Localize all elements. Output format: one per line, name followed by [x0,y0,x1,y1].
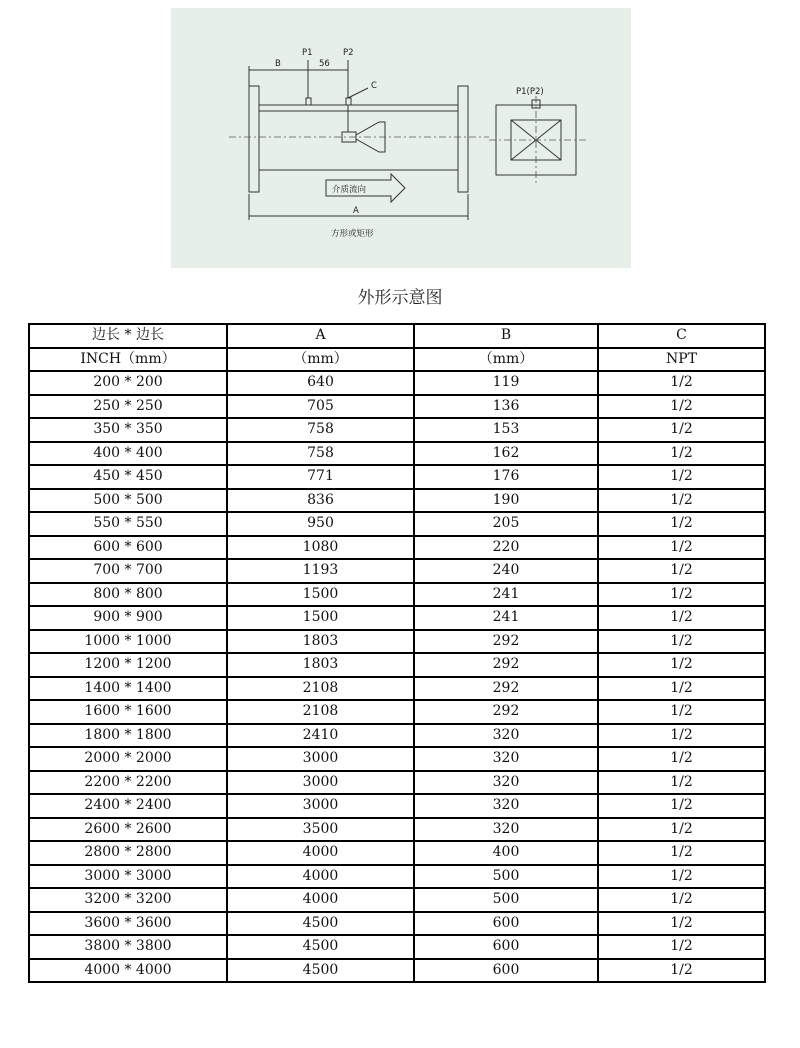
table-row [29,794,765,818]
cell-c: 1/2 [598,724,765,748]
table-row [29,747,765,771]
header-size: 边长 * 边长 [29,324,227,348]
cell-b: 153 [414,418,598,442]
table-row [29,677,765,701]
cell-a: 2108 [227,677,414,701]
cell-size: 2200 * 2200 [29,771,227,795]
diagram-background [171,8,631,268]
cell-b: 600 [414,959,598,983]
label-b: B [275,59,281,69]
cell-a: 1080 [227,536,414,560]
header-row-2 [29,348,765,372]
cell-c: 1/2 [598,395,765,419]
label-a: A [353,206,359,216]
cell-c: 1/2 [598,559,765,583]
cell-b: 190 [414,489,598,513]
cell-a: 3000 [227,771,414,795]
cell-b: 292 [414,700,598,724]
cell-c: 1/2 [598,512,765,536]
cell-c: 1/2 [598,442,765,466]
cell-b: 500 [414,888,598,912]
cell-b: 241 [414,606,598,630]
cell-size: 600 * 600 [29,536,227,560]
cell-a: 950 [227,512,414,536]
cell-b: 400 [414,841,598,865]
cell-size: 4000 * 4000 [29,959,227,983]
cell-b: 205 [414,512,598,536]
table-row [29,959,765,983]
cell-b: 292 [414,630,598,654]
cell-size: 700 * 700 [29,559,227,583]
cell-c: 1/2 [598,747,765,771]
cell-a: 3000 [227,794,414,818]
cell-c: 1/2 [598,653,765,677]
cell-size: 250 * 250 [29,395,227,419]
spec-table [28,323,766,983]
cell-b: 176 [414,465,598,489]
cell-a: 640 [227,371,414,395]
cell-size: 1400 * 1400 [29,677,227,701]
cell-b: 240 [414,559,598,583]
outline-diagram [171,8,631,268]
cell-c: 1/2 [598,888,765,912]
cell-a: 4500 [227,959,414,983]
table-row [29,442,765,466]
label-flow-direction: 介质流向 [332,185,367,195]
cell-c: 1/2 [598,841,765,865]
cell-c: 1/2 [598,771,765,795]
table-row [29,489,765,513]
cell-c: 1/2 [598,536,765,560]
label-p1: P1 [302,48,313,58]
cell-b: 320 [414,771,598,795]
cell-c: 1/2 [598,489,765,513]
cell-c: 1/2 [598,606,765,630]
cell-a: 4500 [227,935,414,959]
table-row [29,418,765,442]
cell-a: 3500 [227,818,414,842]
label-dim-56: 56 [319,59,330,69]
cell-a: 4000 [227,888,414,912]
cell-b: 600 [414,935,598,959]
cell-b: 220 [414,536,598,560]
cell-a: 1500 [227,606,414,630]
cell-size: 350 * 350 [29,418,227,442]
cell-a: 1803 [227,630,414,654]
cell-c: 1/2 [598,794,765,818]
cell-c: 1/2 [598,818,765,842]
cell-c: 1/2 [598,677,765,701]
cell-a: 758 [227,442,414,466]
cell-size: 2400 * 2400 [29,794,227,818]
label-shape-note: 方形或矩形 [331,229,374,239]
header-row-1 [29,324,765,348]
header-size-unit: INCH（mm） [29,348,227,372]
header-c-unit: NPT [598,348,765,372]
cell-b: 600 [414,912,598,936]
header-b: B [414,324,598,348]
cell-size: 1200 * 1200 [29,653,227,677]
cell-size: 3200 * 3200 [29,888,227,912]
cell-size: 1000 * 1000 [29,630,227,654]
table-row [29,818,765,842]
cell-size: 500 * 500 [29,489,227,513]
cell-a: 1803 [227,653,414,677]
cell-a: 705 [227,395,414,419]
cell-c: 1/2 [598,700,765,724]
cell-c: 1/2 [598,630,765,654]
cell-b: 162 [414,442,598,466]
table-row [29,583,765,607]
table-row [29,724,765,748]
cell-c: 1/2 [598,935,765,959]
cell-a: 771 [227,465,414,489]
header-b-unit: （mm） [414,348,598,372]
cell-b: 320 [414,747,598,771]
table-row [29,888,765,912]
header-a-unit: （mm） [227,348,414,372]
cell-b: 241 [414,583,598,607]
spec-table-body [29,371,765,982]
table-row [29,465,765,489]
cell-b: 136 [414,395,598,419]
cell-a: 4000 [227,865,414,889]
cell-size: 2000 * 2000 [29,747,227,771]
table-row [29,606,765,630]
table-row [29,536,765,560]
cell-a: 4000 [227,841,414,865]
table-row [29,512,765,536]
table-row [29,371,765,395]
table-row [29,395,765,419]
cell-size: 2800 * 2800 [29,841,227,865]
cell-b: 500 [414,865,598,889]
cell-a: 758 [227,418,414,442]
cell-a: 2410 [227,724,414,748]
label-side-view: P1(P2) [516,87,544,97]
cell-c: 1/2 [598,865,765,889]
table-row [29,865,765,889]
cell-b: 119 [414,371,598,395]
cell-c: 1/2 [598,418,765,442]
cell-size: 200 * 200 [29,371,227,395]
cell-size: 900 * 900 [29,606,227,630]
cell-c: 1/2 [598,912,765,936]
cell-a: 3000 [227,747,414,771]
cell-b: 292 [414,677,598,701]
cell-b: 320 [414,724,598,748]
cell-size: 3800 * 3800 [29,935,227,959]
cell-size: 3000 * 3000 [29,865,227,889]
table-row [29,912,765,936]
cell-b: 320 [414,794,598,818]
cell-a: 2108 [227,700,414,724]
cell-size: 550 * 550 [29,512,227,536]
label-c: C [371,81,377,91]
cell-b: 292 [414,653,598,677]
cell-size: 800 * 800 [29,583,227,607]
cell-a: 1500 [227,583,414,607]
cell-c: 1/2 [598,583,765,607]
cell-a: 1193 [227,559,414,583]
cell-size: 1800 * 1800 [29,724,227,748]
table-row [29,700,765,724]
table-row [29,653,765,677]
header-a: A [227,324,414,348]
cell-size: 1600 * 1600 [29,700,227,724]
cell-c: 1/2 [598,465,765,489]
table-row [29,771,765,795]
cell-c: 1/2 [598,959,765,983]
header-c: C [598,324,765,348]
table-row [29,935,765,959]
cell-a: 4500 [227,912,414,936]
cell-size: 3600 * 3600 [29,912,227,936]
cell-c: 1/2 [598,371,765,395]
cell-a: 836 [227,489,414,513]
cell-b: 320 [414,818,598,842]
table-row [29,559,765,583]
label-p2: P2 [343,48,354,58]
cell-size: 2600 * 2600 [29,818,227,842]
outline-diagram-svg [171,8,631,268]
cell-size: 450 * 450 [29,465,227,489]
figure-caption: 外形示意图 [357,288,443,308]
table-row [29,630,765,654]
cell-size: 400 * 400 [29,442,227,466]
table-row [29,841,765,865]
